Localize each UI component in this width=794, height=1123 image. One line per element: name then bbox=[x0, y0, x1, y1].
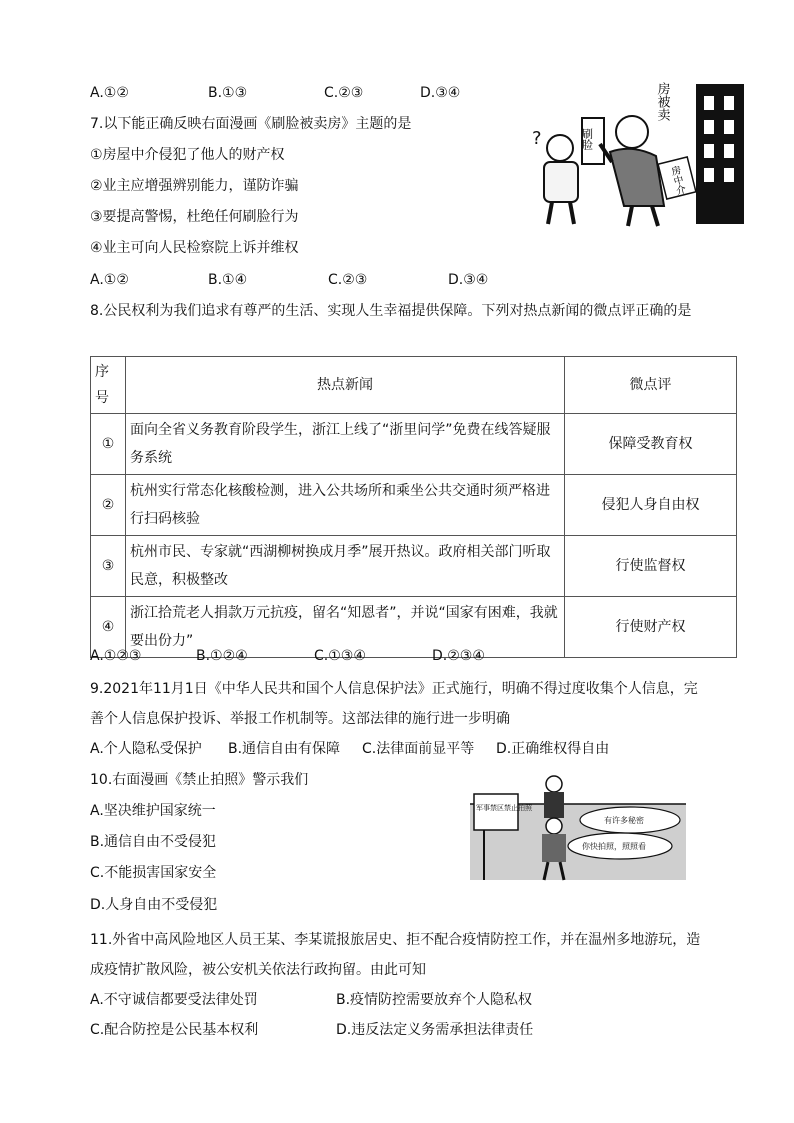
q9-option-c: C.法律面前显平等 bbox=[362, 741, 475, 757]
q7-cartoon bbox=[528, 74, 748, 234]
row-number: ③ bbox=[91, 536, 126, 597]
q7-item-2: ②业主应增强辨别能力，谨防诈骗 bbox=[90, 178, 299, 194]
q7-item-4: ④业主可向人民检察院上诉并维权 bbox=[90, 240, 299, 256]
table-header-news: 热点新闻 bbox=[126, 357, 565, 414]
q10-stem: 10.右面漫画《禁止拍照》警示我们 bbox=[90, 772, 309, 788]
table-row bbox=[91, 414, 737, 475]
row-news: 面向全省义务教育阶段学生，浙江上线了“浙里问学”免费在线答疑服务系统 bbox=[126, 414, 565, 475]
table-header-number: 序号 bbox=[91, 357, 126, 414]
q8-option-a: A.①②③ bbox=[90, 648, 142, 664]
row-news: 浙江拾荒老人捐款万元抗疫，留名“知恩者”，并说“国家有困难，我就要出份力” bbox=[126, 597, 565, 658]
q7-stem: 7.以下能正确反映右面漫画《刷脸被卖房》主题的是 bbox=[90, 116, 412, 132]
q11-option-d: D.违反法定义务需承担法律责任 bbox=[336, 1022, 534, 1038]
q9-option-b: B.通信自由有保障 bbox=[228, 741, 341, 757]
q11-options-row-1 bbox=[90, 990, 690, 1010]
q6-option-d: D.③④ bbox=[420, 85, 461, 101]
row-number: ② bbox=[91, 475, 126, 536]
row-comment: 行使监督权 bbox=[565, 536, 737, 597]
row-news: 杭州市民、专家就“西湖柳树换成月季”展开热议。政府相关部门听取民意，积极整改 bbox=[126, 536, 565, 597]
q7-cartoon-label-box: 刷脸 bbox=[580, 128, 594, 150]
q7-item-1: ①房屋中介侵犯了他人的财产权 bbox=[90, 147, 285, 163]
row-number: ① bbox=[91, 414, 126, 475]
q10-cartoon-bubble-1: 有许多秘密 bbox=[604, 816, 644, 825]
table-header-comment: 微点评 bbox=[565, 357, 737, 414]
q10-option-d: D.人身自由不受侵犯 bbox=[90, 897, 218, 913]
row-comment: 侵犯人身自由权 bbox=[565, 475, 737, 536]
q8-options bbox=[90, 646, 690, 666]
q7-option-d: D.③④ bbox=[448, 272, 489, 288]
table-row bbox=[91, 475, 737, 536]
q10-cartoon-sign: 军事禁区禁止拍照 bbox=[476, 804, 532, 812]
q6-option-a: A.①② bbox=[90, 85, 129, 101]
q9-option-a: A.个人隐私受保护 bbox=[90, 741, 202, 757]
q11-stem: 11.外省中高风险地区人员王某、李某谎报旅居史、拒不配合疫情防控工作，并在温州多地游玩，造成疫情扩散风险，被公安机关依法行政拘留。由此可知 bbox=[90, 932, 701, 978]
q10-cartoon-bubble-2: 你快拍照，照照看 bbox=[582, 842, 646, 851]
row-number: ④ bbox=[91, 597, 126, 658]
row-news: 杭州实行常态化核酸检测，进入公共场所和乘坐公共交通时须严格进行扫码核验 bbox=[126, 475, 565, 536]
q8-option-d: D.②③④ bbox=[432, 648, 485, 664]
q7-option-c: C.②③ bbox=[328, 272, 368, 288]
svg-text:?: ? bbox=[532, 128, 542, 149]
q10-option-c: C.不能损害国家安全 bbox=[90, 865, 217, 881]
q8-option-b: B.①②④ bbox=[196, 648, 248, 664]
q11-option-b: B.疫情防控需要放弃个人隐私权 bbox=[336, 992, 533, 1008]
table-row bbox=[91, 536, 737, 597]
q8-stem: 8.公民权利为我们追求有尊严的生活、实现人生幸福提供保障。下列对热点新闻的微点评正确的是 bbox=[90, 303, 692, 319]
q9-stem: 9.2021年11月1日《中华人民共和国个人信息保护法》正式施行，明确不得过度收集个人信息，完善个人信息保护投诉、举报工作机制等。这部法律的施行进一步明确 bbox=[90, 681, 698, 727]
table-header-row bbox=[91, 357, 737, 414]
row-comment: 保障受教育权 bbox=[565, 414, 737, 475]
q11-option-c: C.配合防控是公民基本权利 bbox=[90, 1022, 259, 1038]
q11-option-a: A.不守诚信都要受法律处罚 bbox=[90, 992, 258, 1008]
row-comment: 行使财产权 bbox=[565, 597, 737, 658]
q11-options-row-2 bbox=[90, 1020, 690, 1040]
q7-cartoon-label-top: 房被卖 bbox=[654, 82, 670, 121]
q9-options bbox=[90, 739, 690, 759]
q6-option-b: B.①③ bbox=[208, 85, 248, 101]
q7-cartoon-label-sign: 房中介 bbox=[667, 164, 686, 197]
q10-option-b: B.通信自由不受侵犯 bbox=[90, 834, 217, 850]
q10-option-a: A.坚决维护国家统一 bbox=[90, 803, 216, 819]
hot-news-table bbox=[90, 356, 737, 658]
q7-item-3: ③要提高警惕，杜绝任何刷脸行为 bbox=[90, 209, 299, 225]
q8-option-c: C.①③④ bbox=[314, 648, 366, 664]
q9-option-d: D.正确维权得自由 bbox=[496, 741, 610, 757]
q7-option-b: B.①④ bbox=[208, 272, 248, 288]
q6-option-c: C.②③ bbox=[324, 85, 364, 101]
q10-cartoon bbox=[470, 774, 686, 882]
q7-option-a: A.①② bbox=[90, 272, 129, 288]
q7-options bbox=[90, 270, 690, 290]
